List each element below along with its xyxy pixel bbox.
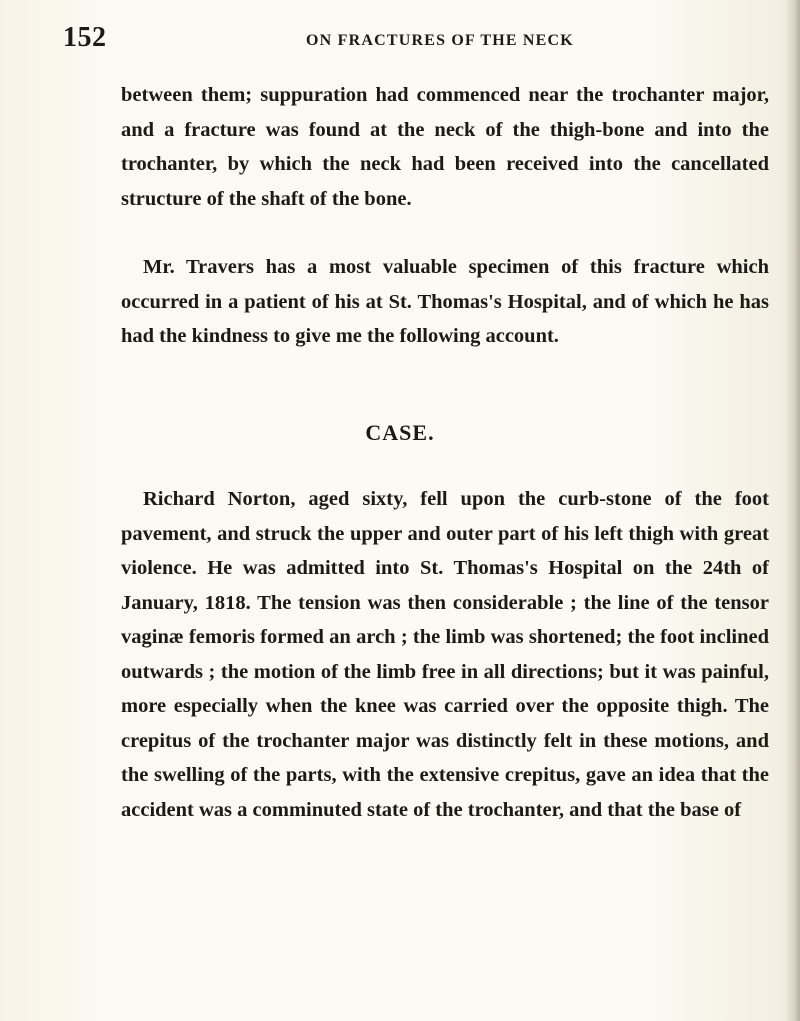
page-number: 152	[63, 22, 107, 53]
section-heading: CASE.	[365, 420, 435, 445]
paragraph-text: Richard Norton, aged sixty, fell upon the curb-stone of the foot pavement, and struck the upper and outer part of his left thigh with great violence. He was admitted into St. Thomas's Hospital on the 24th of January, 1818. The tension was then considerable ; the line of the tensor vaginæ femoris formed an arch ; the limb was shortened; the foot inclined outwards ; the motion of the limb free in all directions; but it was painful, more especially when the knee was carried over the opposite thigh. The crepitus of the trochanter major was distinctly felt in these motions, and the swelling of the parts, with the extensive crepitus, gave an idea that the accident was a comminuted state of the trochanter, and that the base of	[121, 488, 769, 821]
paragraph-text: between them; suppuration had commenced near the trochanter major, and a fracture was found at the neck of the thigh-bone and into the trochanter, by which the neck had been received into the cancellated structure of the shaft of the bone.	[121, 84, 769, 210]
running-head: ON FRACTURES OF THE NECK	[306, 32, 574, 49]
page-header	[0, 22, 800, 52]
paragraph-text: Mr. Travers has a most valuable specimen of this fracture which occurred in a patient of his at St. Thomas's Hospital, and of which he has had the kindness to give me the following account.	[121, 256, 769, 347]
paragraph-case	[121, 482, 769, 827]
paragraph-travers	[121, 250, 769, 354]
paragraph-continuation	[121, 78, 769, 216]
page-edge-shadow	[786, 0, 800, 1021]
